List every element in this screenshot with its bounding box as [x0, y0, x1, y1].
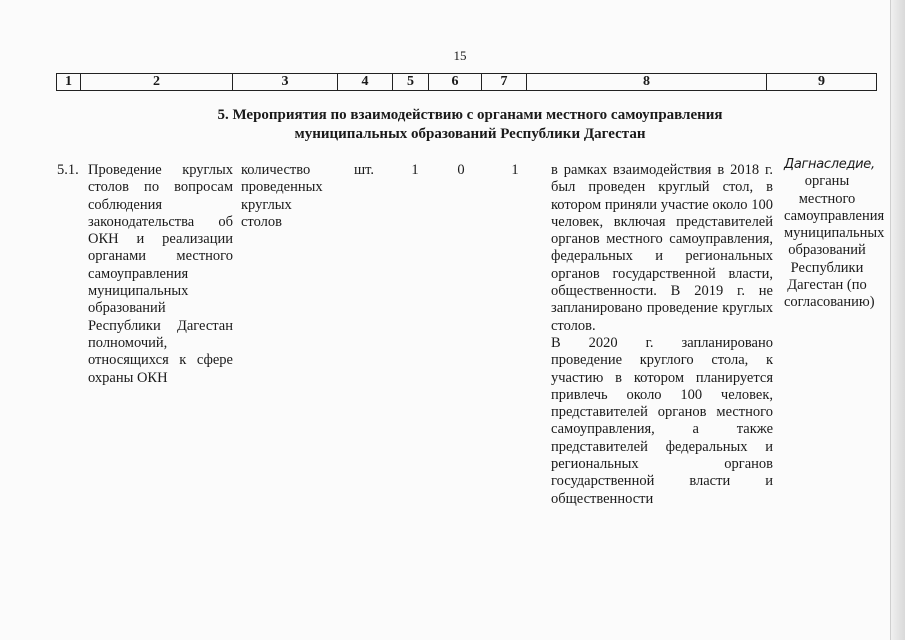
page-edge	[890, 0, 905, 640]
section-title-line-1: 5. Мероприятия по взаимодействию с органами местного самоуправления	[217, 107, 723, 123]
header-col-2: 2	[81, 74, 233, 91]
value-2019: 0	[457, 162, 465, 178]
value-2020: 1	[511, 162, 519, 178]
handwritten-executor: Дагнаследие,	[784, 157, 875, 172]
column-number-header	[56, 73, 877, 91]
note-paragraph-1: в рамках взаимодействия в 2018 г. был проведен круглый стол, в котором приняли участие около 100 человек, включая представителей органов местного самоуправления, федеральных и региональных органов государственной власти, общественности. В 2019 г. не запланировано проведение круглых столов.	[551, 162, 773, 334]
header-col-5: 5	[393, 74, 429, 91]
section-title	[130, 106, 810, 144]
header-col-3: 3	[233, 74, 338, 91]
note-paragraph-2: В 2020 г. запланировано проведение круглого стола, к участию в котором планируется привлечь около 100 человек, представителей органов местного самоуправления, а также представителей федеральных и региональных органов государственной власти и общественности	[551, 334, 773, 507]
row-number: 5.1.	[57, 162, 79, 178]
responsible-executor	[784, 156, 885, 312]
header-col-6: 6	[429, 74, 482, 91]
executor-text: органы местного самоуправления муниципальных образований Республики Дагестан (по согласованию)	[784, 173, 885, 311]
page-number: 15	[453, 48, 467, 63]
unit-of-measure: шт.	[354, 162, 375, 178]
header-col-7: 7	[482, 74, 527, 91]
header-col-1: 1	[57, 74, 81, 91]
implementation-note	[551, 162, 773, 508]
measure-name: Проведение круглых столов по вопросам соблюдения законодательства об ОКН и реализации органами местного самоуправления муниципальных образований Республики Дагестан полномочий, относящихся к сфере охраны ОКН	[88, 162, 233, 386]
value-2018: 1	[411, 162, 419, 178]
section-title-line-2: муниципальных образований Республики Дагестан	[294, 126, 646, 142]
header-col-9: 9	[767, 74, 877, 91]
header-col-8: 8	[527, 74, 767, 91]
header-col-4: 4	[338, 74, 393, 91]
indicator-name: количество проведенных круглых столов	[241, 162, 323, 230]
